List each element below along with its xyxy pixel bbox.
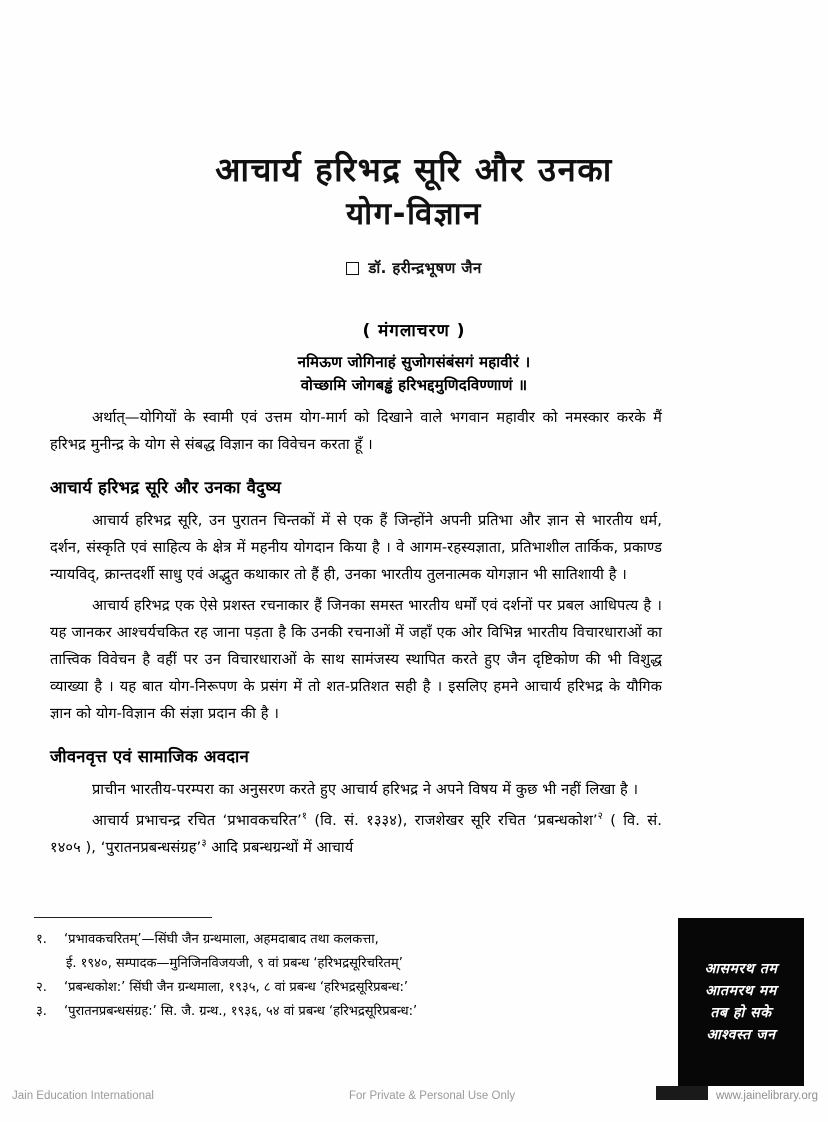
footnotes-block: [34, 917, 662, 1025]
footnote-item: [34, 1001, 662, 1023]
footnote-number: २.: [36, 980, 47, 995]
para2-segment-d: आदि प्रबन्धग्रन्थों में आचार्य: [206, 839, 354, 856]
quote-line-2: आतमरथ मम: [705, 983, 777, 999]
footer-website-link[interactable]: www.jainelibrary.org: [715, 1090, 818, 1102]
section-heading-jeevanvritt: जीवनवृत्त एवं सामाजिक अवदान: [50, 747, 250, 766]
section1-paragraph-2: आचार्य हरिभद्र एक ऐसे प्रशस्त रचनाकार हैं जिनका समस्त भारतीय धर्मों एवं दर्शनों पर प्रबल आधिपत्य है । यह जानकर आश्चर्यचकित रह जाना पड़ता है कि उनकी रचनाओं में जहाँ एक ओर विभिन्न भारतीय विचारधाराओं का तात्त्विक विवेचन है वहीं पर उन विचारधाराओं के साथ सामंजस्य स्थापित करते हुए जैन दृष्टिकोण की भी विशुद्ध व्याख्या है । यह बात योग-निरूपण के प्रसंग में तो शत-प्रतिशत सही है । इसलिए हमने आचार्य हरिभद्र के यौगिक ज्ञान को योग-विज्ञान की संज्ञा प्रदान की है ।: [50, 597, 662, 722]
footer-scan-artifact: [656, 1086, 708, 1100]
verse-translation-paragraph: अर्थात्—योगियों के स्वामी एवं उत्तम योग-मार्ग को दिखाने वाले भगवान महावीर को नमस्कार करके मैं हरिभद्र मुनीन्द्र के योग से संबद्ध विज्ञान का विवेचन करता हूँ ।: [50, 409, 662, 453]
para2-segment-b: (वि. सं. १३३४), राजशेखर सूरि रचित ‘प्रबन्धकोश’: [307, 812, 598, 829]
para2-segment-a: आचार्य प्रभाचन्द्र रचित ‘प्रभावकचरित’: [92, 812, 302, 829]
verse-line-2: वोच्छामि जोगबड्ढं हरिभद्दमुणिदविण्णाणं ॥: [300, 376, 528, 394]
footnote-separator-rule: [34, 917, 212, 918]
quote-line-1: आसमरथ तम: [704, 961, 778, 977]
main-text-column: [50, 404, 662, 865]
footnote-item-continuation: [34, 953, 662, 975]
footnote-number: ३.: [36, 1004, 47, 1019]
square-bullet-icon: [346, 262, 359, 275]
author-byline: [0, 258, 828, 278]
footer-organization: Jain Education International: [12, 1090, 154, 1102]
footnote-item: [34, 929, 662, 951]
quote-box: [678, 918, 804, 1086]
section-heading-vaidushya: आचार्य हरिभद्र सूरि और उनका वैदुष्य: [50, 478, 282, 497]
footnote-text: ‘प्रबन्धकोश:’ सिंघी जैन ग्रन्थमाला, १९३५, ८ वां प्रबन्ध ‘हरिभद्रसूरिप्रबन्ध:’: [64, 980, 409, 995]
footnote-text: ‘पुरातनप्रबन्धसंग्रह:’ सि. जै. ग्रन्थ., १९३६, ५४ वां प्रबन्ध ‘हरिभद्रसूरिप्रबन्ध:’: [64, 1004, 418, 1019]
footnote-number: १.: [36, 932, 47, 947]
footer-usage-notice: For Private & Personal Use Only: [349, 1090, 516, 1102]
title-block: [0, 148, 828, 278]
para2-segment-c: ( वि. सं. १४०५ ), ‘पुरातनप्रबन्धसंग्रह’: [50, 812, 662, 856]
footnote-marker-3: ३: [201, 838, 207, 850]
section2-paragraph-2: [50, 807, 662, 861]
quote-line-3: तब हो सके: [710, 1005, 772, 1021]
footnote-item: [34, 977, 662, 999]
footnote-marker-2: २: [597, 811, 603, 823]
verse-line-1: नमिऊण जोगिनाहं सुजोगसंबंसगं महावीरं ।: [297, 353, 531, 371]
footnote-marker-1: १: [301, 811, 308, 823]
footnote-text: ‘प्रभावकचरितम्’—सिंघी जैन ग्रन्थमाला, अहमदाबाद तथा कलकत्ता,: [64, 932, 379, 947]
author-name: डॉ. हरीन्द्रभूषण जैन: [368, 259, 482, 277]
section2-paragraph-1: प्राचीन भारतीय-परम्परा का अनुसरण करते हुए आचार्य हरिभद्र ने अपने विषय में कुछ भी नहीं लिखा है ।: [92, 781, 639, 798]
page-title-line-2: योग-विज्ञान: [346, 196, 482, 232]
page-footer: [0, 1090, 828, 1112]
footnote-text: ई. १९४०, सम्पादक—मुनिजिनविजयजी, ९ वां प्रबन्ध ‘हरिभद्रसूरिचरितम्’: [66, 956, 403, 971]
quote-line-4: आश्वस्त जन: [706, 1027, 776, 1043]
verse-heading: ( मंगलाचरण ): [362, 321, 466, 341]
mangalacharan-block: [0, 318, 828, 397]
page-title-line-1: आचार्य हरिभद्र सूरि और उनका: [215, 150, 613, 189]
section1-paragraph-1: आचार्य हरिभद्र सूरि, उन पुरातन चिन्तकों में से एक हैं जिन्होंने अपनी प्रतिभा और ज्ञान से भारतीय धर्म, दर्शन, संस्कृति एवं साहित्य के क्षेत्र में महनीय योगदान किया है । वे आगम-रहस्यज्ञाता, प्रतिभाशील तार्किक, प्रकाण्ड न्यायविद्, क्रान्तदर्शी साधु एवं अद्भुत कथाकार तो हैं ही, उनका भारतीय तुलनात्मक योगज्ञान भी सातिशायी है ।: [50, 512, 662, 583]
